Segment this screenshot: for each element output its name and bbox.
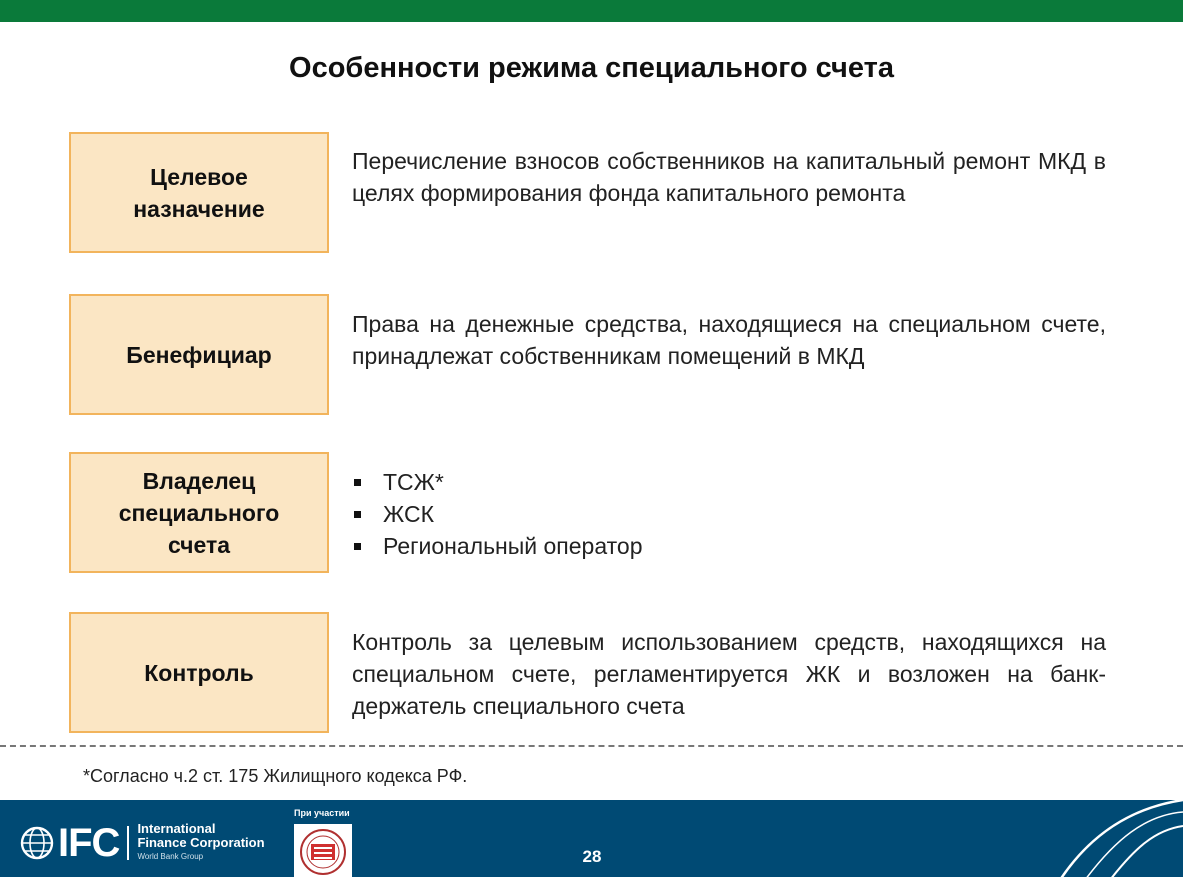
owner-bullet-list [352, 466, 643, 562]
page-number: 28 [582, 847, 602, 866]
dashed-divider [0, 745, 1183, 747]
footer-bar [0, 800, 1183, 877]
label-control: Контроль [69, 612, 329, 733]
logo-separator [127, 826, 129, 860]
partner-label: При участии [294, 808, 350, 818]
footnote: *Согласно ч.2 ст. 175 Жилищного кодекса РФ. [83, 766, 468, 786]
square-bullet-icon [354, 511, 361, 518]
label-account-owner: Владелец специального счета [69, 452, 329, 573]
square-bullet-icon [354, 479, 361, 486]
desc-beneficiary: Права на денежные средства, находящиеся на специальном счете, принадлежат собственникам помещений в МКД [352, 311, 1106, 369]
slide-title: Особенности режима специального счета [289, 52, 894, 84]
desc-control: Контроль за целевым использованием средств, находящихся на специальном счете, регламентируется ЖК и возложен на банк-держатель специального счета [352, 629, 1106, 719]
ifc-letters: IFC [58, 821, 120, 865]
list-item: Региональный оператор [352, 530, 643, 562]
label-target-purpose: Целевое назначение [69, 132, 329, 253]
ifc-name: International Finance Corporation World Bank Group [137, 821, 265, 861]
globe-icon [20, 826, 54, 860]
list-item: ЖСК [352, 498, 643, 530]
label-beneficiary: Бенефициар [69, 294, 329, 415]
square-bullet-icon [354, 543, 361, 550]
desc-target-purpose: Перечисление взносов собственников на капитальный ремонт МКД в целях формирования фонда капитального ремонта [352, 148, 1106, 206]
ifc-logo [20, 822, 265, 864]
list-item: ТСЖ* [352, 466, 643, 498]
partner-association-logo [294, 824, 352, 877]
swoosh-decoration [1040, 800, 1183, 877]
top-accent-bar [0, 0, 1183, 22]
